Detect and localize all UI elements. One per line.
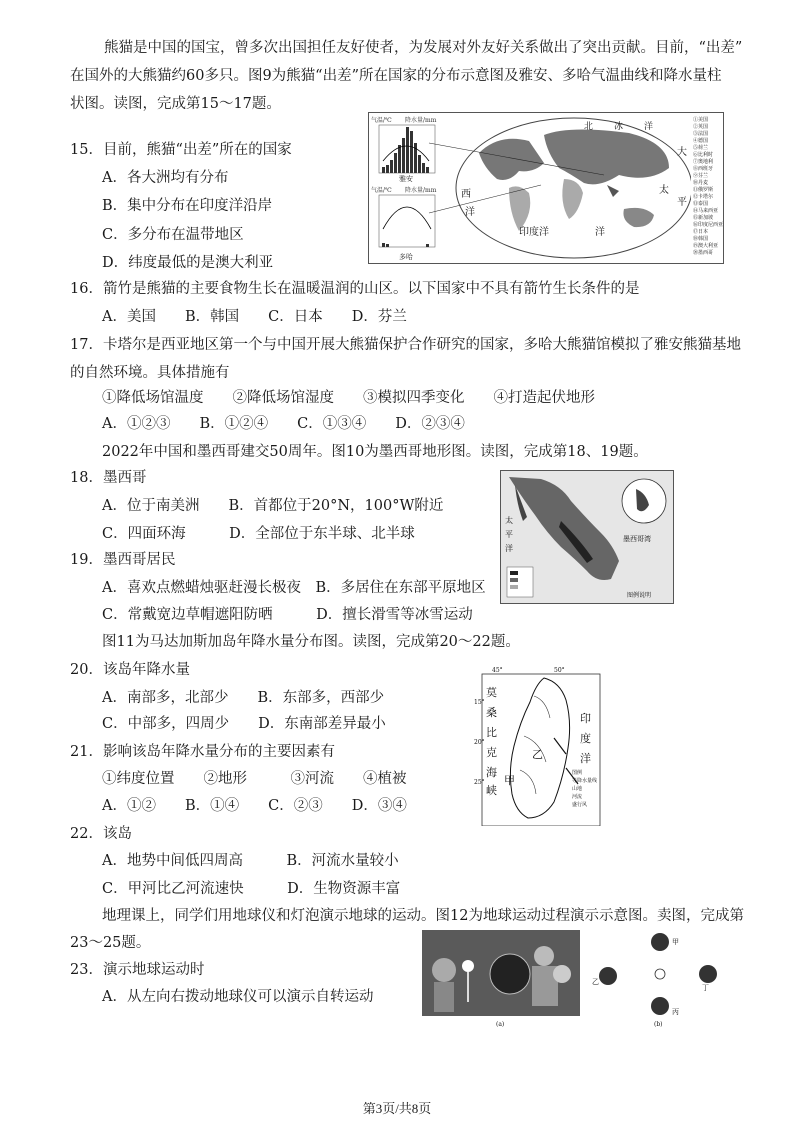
figure-10 — [500, 470, 674, 604]
fig11-west-1: 莫 — [486, 686, 497, 699]
fig11-west-4: 克 — [486, 746, 497, 759]
fig11-east-2: 度 — [580, 732, 591, 745]
fig9-prec-unit-2: 降水量/mm — [405, 187, 437, 194]
fig9-legend-20: ⑳墨西哥 — [693, 250, 714, 256]
fig11-lon-50: 50° — [554, 667, 565, 674]
fig9-legend-6: ⑥比利时 — [693, 152, 714, 158]
fig11-river-yi: 乙 — [532, 748, 543, 761]
q20-options-cd: C．中部多，四周少 D．东南部差异最小 — [102, 716, 386, 732]
fig11-lat-25: 25° — [474, 779, 485, 786]
q21-options: A．①② B．①④ C．②③ D．③④ — [102, 798, 407, 814]
fig9-legend-10: ⑩丹麦 — [693, 180, 709, 186]
q16-stem: 16．箭竹是熊猫的主要食物生长在温暖温润的山区。以下国家中不具有箭竹生长条件的是 — [70, 281, 640, 297]
figure-9 — [368, 112, 724, 264]
fig9-legend-5: ⑤荷兰 — [693, 145, 709, 151]
fig11-lon-45: 45° — [492, 667, 503, 674]
q22-options-ab: A．地势中间低四周高 B．河流水量较小 — [102, 853, 399, 869]
fig11-lat-15: 15° — [474, 699, 485, 706]
fig9-legend-16: ⑯印度尼西亚 — [693, 222, 723, 228]
q17-options: A．①②③ B．①②④ C．①③④ D．②③④ — [102, 416, 465, 432]
q18-options-cd: C．四面环海 D．全部位于东半球、北半球 — [102, 526, 415, 542]
fig9-legend-12: ⑫卡塔尔 — [693, 194, 714, 200]
fig9-ocean-bei: 北 — [584, 122, 594, 132]
fig9-legend-9: ⑨芬兰 — [693, 173, 709, 179]
q19-stem: 19．墨西哥居民 — [70, 552, 176, 568]
fig11-legend-wind: 盛行风 — [572, 802, 588, 808]
fig11-legend-isohyet: 等降水量线 — [572, 778, 598, 784]
fig9-legend-17: ⑰日本 — [693, 229, 709, 235]
intro-15-17-line3: 状图。读图，完成第15～17题。 — [70, 96, 281, 112]
fig12-label-ding: 丁 — [702, 984, 709, 992]
fig11-west-2: 桑 — [486, 706, 497, 719]
fig9-doha-label: 多哈 — [399, 253, 413, 261]
q19-options-ab: A．喜欢点燃蜡烛驱赶漫长极夜 B．多居住在东部平原地区 — [102, 580, 486, 596]
q17-stem-line1: 17．卡塔尔是西亚地区第一个与中国开展大熊猫保护合作研究的国家，多哈大熊猫馆模拟了雅安熊猫基地 — [70, 337, 741, 353]
fig9-ocean-da: 大 — [677, 147, 687, 158]
fig10-ocean-yang: 洋 — [505, 544, 513, 553]
q15-option-b: B．集中分布在印度洋沿岸 — [102, 198, 273, 214]
fig12-label-a: (a) — [496, 1021, 505, 1028]
fig11-west-6: 峡 — [486, 784, 497, 797]
q17-stem-line2: 的自然环境。具体措施有 — [70, 365, 230, 381]
fig11-lat-20: 20° — [474, 739, 485, 746]
fig9-ocean-yang1: 洋 — [644, 122, 654, 132]
fig10-legend-caption: 图例说明 — [627, 592, 652, 599]
q21-items: ①纬度位置 ②地形 ③河流 ④植被 — [102, 771, 407, 787]
intro-18-19: 2022年中国和墨西哥建交50周年。图10为墨西哥地形图。读图，完成第18、19题。 — [102, 444, 648, 460]
q18-options-ab: A．位于南美洲 B．首都位于20°N，100°W附近 — [102, 498, 444, 514]
fig9-ocean-xi: 西 — [461, 189, 471, 200]
q15-option-c: C．多分布在温带地区 — [102, 227, 244, 243]
fig11-legend-title: 图例 — [572, 770, 583, 776]
fig9-legend-1: ①美国 — [693, 117, 709, 123]
intro-15-17-line1: 熊猫是中国的国宝，曾多次出国担任友好使者，为发展对外友好关系做出了突出贡献。目前，“出差” — [104, 40, 743, 56]
fig9-legend-2: ②英国 — [693, 124, 709, 130]
q23-option-a: A．从左向右拨动地球仪可以演示自转运动 — [102, 989, 374, 1005]
q21-stem: 21．影响该岛年降水量分布的主要因素有 — [70, 744, 335, 760]
fig10-ocean-ping: 平 — [505, 530, 513, 539]
fig9-legend-7: ⑦奥地利 — [693, 159, 714, 165]
fig12-label-b: (b) — [654, 1021, 663, 1028]
fig9-legend-11: ⑪俄罗斯 — [693, 187, 714, 193]
fig9-ocean-bing: 冰 — [614, 122, 624, 132]
intro-23-25-line2: 23～25题。 — [70, 935, 151, 951]
intro-20-22: 图11为马达加斯加岛年降水量分布图。读图，完成第20～22题。 — [102, 634, 520, 650]
q18-stem: 18．墨西哥 — [70, 470, 147, 486]
fig12-label-jia: 甲 — [672, 938, 679, 946]
q22-options-cd: C．甲河比乙河流速快 D．生物资源丰富 — [102, 881, 401, 897]
fig11-west-5: 海 — [486, 766, 497, 779]
fig11-legend-mountain: 山地 — [572, 786, 583, 792]
q20-stem: 20．该岛年降水量 — [70, 662, 190, 678]
fig9-legend-13: ⑬泰国 — [693, 201, 709, 207]
fig9-legend-8: ⑧西班牙 — [693, 166, 714, 172]
fig9-ocean-tai: 太 — [659, 185, 669, 196]
fig9-temp-unit-2: 气温/℃ — [371, 187, 392, 194]
q20-options-ab: A．南部多，北部少 B．东部多，西部少 — [102, 690, 385, 706]
q16-options: A．美国 B．韩国 C．日本 D．芬兰 — [102, 309, 407, 325]
intro-15-17-line2: 在国外的大熊猫约60多只。图9为熊猫“出差”所在国家的分布示意图及雅安、多哈气温曲线和降水量柱 — [70, 68, 722, 84]
fig11-river-jia: 甲 — [504, 774, 515, 787]
fig9-temp-unit-1: 气温/℃ — [371, 117, 392, 124]
fig9-yaan-label: 雅安 — [399, 175, 413, 183]
fig11-east-3: 洋 — [580, 752, 591, 765]
q19-options-cd: C．常戴宽边草帽遮阳防晒 D．擅长滑雪等冰雪运动 — [102, 607, 473, 623]
fig10-ocean-tai: 太 — [505, 516, 513, 525]
fig12-label-yi: 乙 — [592, 978, 599, 986]
q15-option-d: D．纬度最低的是澳大利亚 — [102, 255, 274, 271]
fig9-ocean-yang3: 洋 — [595, 227, 605, 238]
intro-23-25-line1: 地理课上，同学们用地球仪和灯泡演示地球的运动。图12为地球运动过程演示示意图。卖图，完成第 — [102, 908, 744, 924]
figure-11 — [474, 666, 602, 826]
fig9-ocean-ping: 平 — [677, 197, 687, 208]
q22-stem: 22．该岛 — [70, 826, 132, 842]
fig9-ocean-indian: 印度洋 — [519, 227, 549, 238]
q15-option-a: A．各大洲均有分布 — [102, 170, 229, 186]
q17-items: ①降低场馆温度 ②降低场馆湿度 ③模拟四季变化 ④打造起伏地形 — [102, 390, 595, 406]
page-footer: 第3页/共8页 — [362, 1101, 432, 1116]
q15-stem: 15．目前，熊猫“出差”所在的国家 — [70, 142, 292, 158]
fig11-legend-river: 河流 — [572, 794, 583, 800]
fig9-ocean-yang2: 洋 — [465, 207, 475, 218]
fig12-label-bing: 丙 — [672, 1008, 679, 1016]
fig10-gulf: 墨西哥湾 — [623, 535, 651, 543]
fig9-legend-3: ③法国 — [693, 131, 709, 137]
figure-12 — [422, 930, 718, 1030]
fig9-legend-4: ④德国 — [693, 138, 709, 144]
fig9-legend-15: ⑮新加坡 — [693, 215, 714, 221]
fig11-east-1: 印 — [580, 712, 591, 725]
fig9-legend-18: ⑱韩国 — [693, 236, 709, 242]
fig9-legend-14: ⑭马来西亚 — [693, 208, 719, 214]
q23-stem: 23．演示地球运动时 — [70, 962, 205, 978]
fig9-legend-19: ⑲澳大利亚 — [693, 243, 719, 249]
fig9-prec-unit-1: 降水量/mm — [405, 117, 437, 124]
fig11-west-3: 比 — [486, 726, 497, 739]
